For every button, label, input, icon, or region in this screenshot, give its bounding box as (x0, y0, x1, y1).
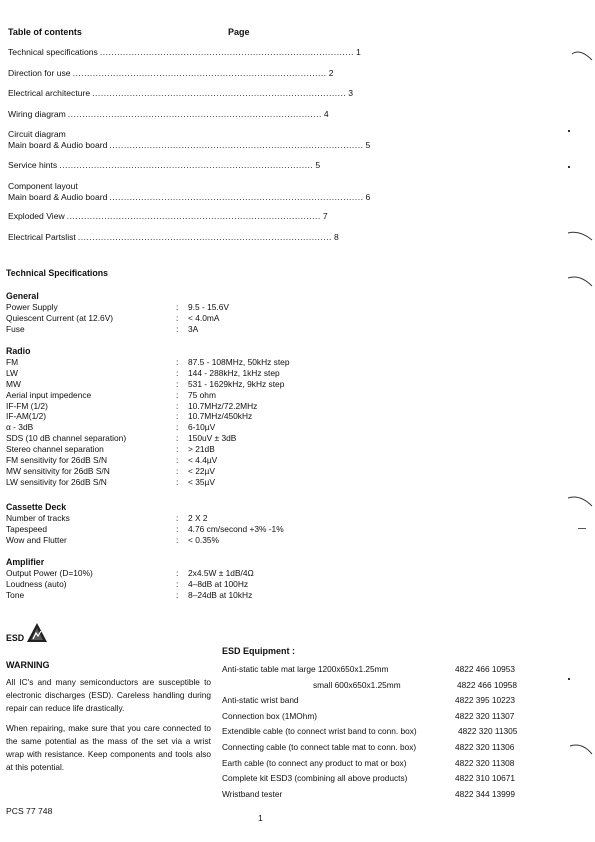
spec-row: Aerial input impedence : 75 ohm (6, 389, 216, 400)
spec-row: LW : 144 - 288kHz, 1kHz step (6, 367, 280, 378)
warning-paragraph-2: When repairing, make sure that you care connected to the same potential as the mass of the set via a wrist wrap with resistance. Keep components and tools also at this potential. (6, 723, 211, 772)
spec-row: Output Power (D=10%) : 2x4.5W ± 1dB/4Ω (6, 568, 254, 578)
equipment-row: Connecting cable (to connect table mat to conn. box) 4822 320 11306 (222, 741, 515, 752)
equipment-row: Anti-static table mat large 1200x650x1.25mm 4822 466 10953 (222, 664, 515, 674)
radio-specs (6, 357, 306, 488)
toc-entry: Wiring diagram ........................................................................................ 4 (8, 109, 329, 119)
spec-row: Tapespeed : 4.76 cm/second +3% -1% (6, 523, 284, 534)
spec-row: MW : 531 - 1629kHz, 9kHz step (6, 378, 285, 389)
amplifier-title: Amplifier (6, 557, 45, 567)
esd-title: ESD (6, 633, 25, 643)
toc-page-header: Page (228, 27, 250, 37)
margin-mark (566, 272, 594, 290)
spec-row: Power Supply : 9.5 - 15.6V (6, 302, 229, 312)
general-specs (6, 302, 306, 335)
spec-row: Tone : 8–24dB at 10kHz (6, 589, 253, 600)
equipment-title: ESD Equipment : (222, 646, 296, 656)
amplifier-specs (6, 568, 306, 601)
spec-row: Number of tracks : 2 X 2 (6, 513, 208, 523)
margin-mark (570, 38, 594, 62)
toc-entry: Electrical architecture ........................................................................................ 3 (8, 88, 354, 98)
toc-title: Table of contents (8, 27, 82, 37)
margin-mark (566, 228, 594, 244)
radio-title: Radio (6, 346, 31, 356)
spec-row: MW sensitivity for 26dB S/N : < 22µV (6, 465, 215, 476)
spec-row: Quiescent Current (at 12.6V) : < 4.0mA (6, 312, 220, 323)
general-title: General (6, 291, 39, 301)
equipment-row: Anti-static wrist band 4822 395 10223 (222, 695, 515, 706)
spec-row: Loudness (auto) : 4–8dB at 100Hz (6, 578, 249, 589)
spec-row: IF-FM (1/2) : 10.7MHz/72.2MHz (6, 400, 258, 411)
warning-text (6, 676, 211, 774)
toc-entry: Electrical Partslist ........................................................................................ 8 (8, 232, 339, 242)
spec-row: FM sensitivity for 26dB S/N : < 4.4µV (6, 455, 218, 466)
specs-title: Technical Specifications (6, 268, 109, 278)
spec-row: Fuse : 3A (6, 323, 199, 334)
margin-dot (568, 678, 570, 680)
margin-dash (578, 528, 586, 529)
spec-row: IF-AM(1/2) : 10.7MHz/450kHz (6, 411, 253, 422)
margin-dot (568, 130, 570, 132)
document-code: PCS 77 748 (6, 806, 53, 816)
esd-warning-icon (26, 622, 48, 644)
spec-row: LW sensitivity for 26dB S/N : < 35µV (6, 476, 215, 487)
margin-dot (568, 166, 570, 168)
toc-entry: Component layout Main board & Audio board ........................................................................................ 6 (8, 181, 371, 202)
equipment-row: small 600x650x1.25mm 4822 466 10958 (313, 679, 517, 690)
equipment-row: Complete kit ESD3 (combining all above products) 4822 310 10671 (222, 773, 515, 784)
toc-entry: Circuit diagram Main board & Audio board ........................................................................................ 5 (8, 129, 371, 150)
warning-title: WARNING (6, 660, 50, 670)
cassette-title: Cassette Deck (6, 502, 67, 512)
toc-entry: Service hints ........................................................................................ 5 (8, 160, 321, 170)
margin-mark (568, 740, 594, 758)
spec-row: SDS (10 dB channel separation) : 150uV ± 3dB (6, 433, 237, 444)
equipment-row: Connection box (1MOhm) 4822 320 11307 (222, 710, 515, 721)
page-number: 1 (258, 813, 263, 823)
toc-entry: Exploded View ........................................................................................ 7 (8, 211, 328, 221)
equipment-row: Extendible cable (to connect wrist band to conn. box) 4822 320 11305 (222, 726, 518, 737)
toc-entry: Direction for use ........................................................................................ 2 (8, 68, 334, 78)
equipment-list (222, 662, 552, 802)
toc-entry: Technical specifications ........................................................................................ 1 (8, 47, 361, 57)
spec-row: FM : 87.5 - 108MHz, 50kHz step (6, 357, 290, 367)
equipment-row: Earth cable (to connect any product to mat or box) 4822 320 11308 (222, 757, 515, 768)
cassette-specs (6, 513, 306, 546)
margin-mark (566, 492, 594, 510)
spec-row: Wow and Flutter : < 0.35% (6, 534, 219, 545)
spec-row: α - 3dB : 6-10µV (6, 422, 216, 433)
spec-row: Stereo channel separation : > 21dB (6, 444, 215, 455)
equipment-row: Wristband tester 4822 344 13999 (222, 788, 515, 799)
warning-paragraph-1: All IC's and many semiconductors are susceptible to electronic discharges (ESD). Careless handling during repair can reduce life drastically. (6, 677, 211, 713)
